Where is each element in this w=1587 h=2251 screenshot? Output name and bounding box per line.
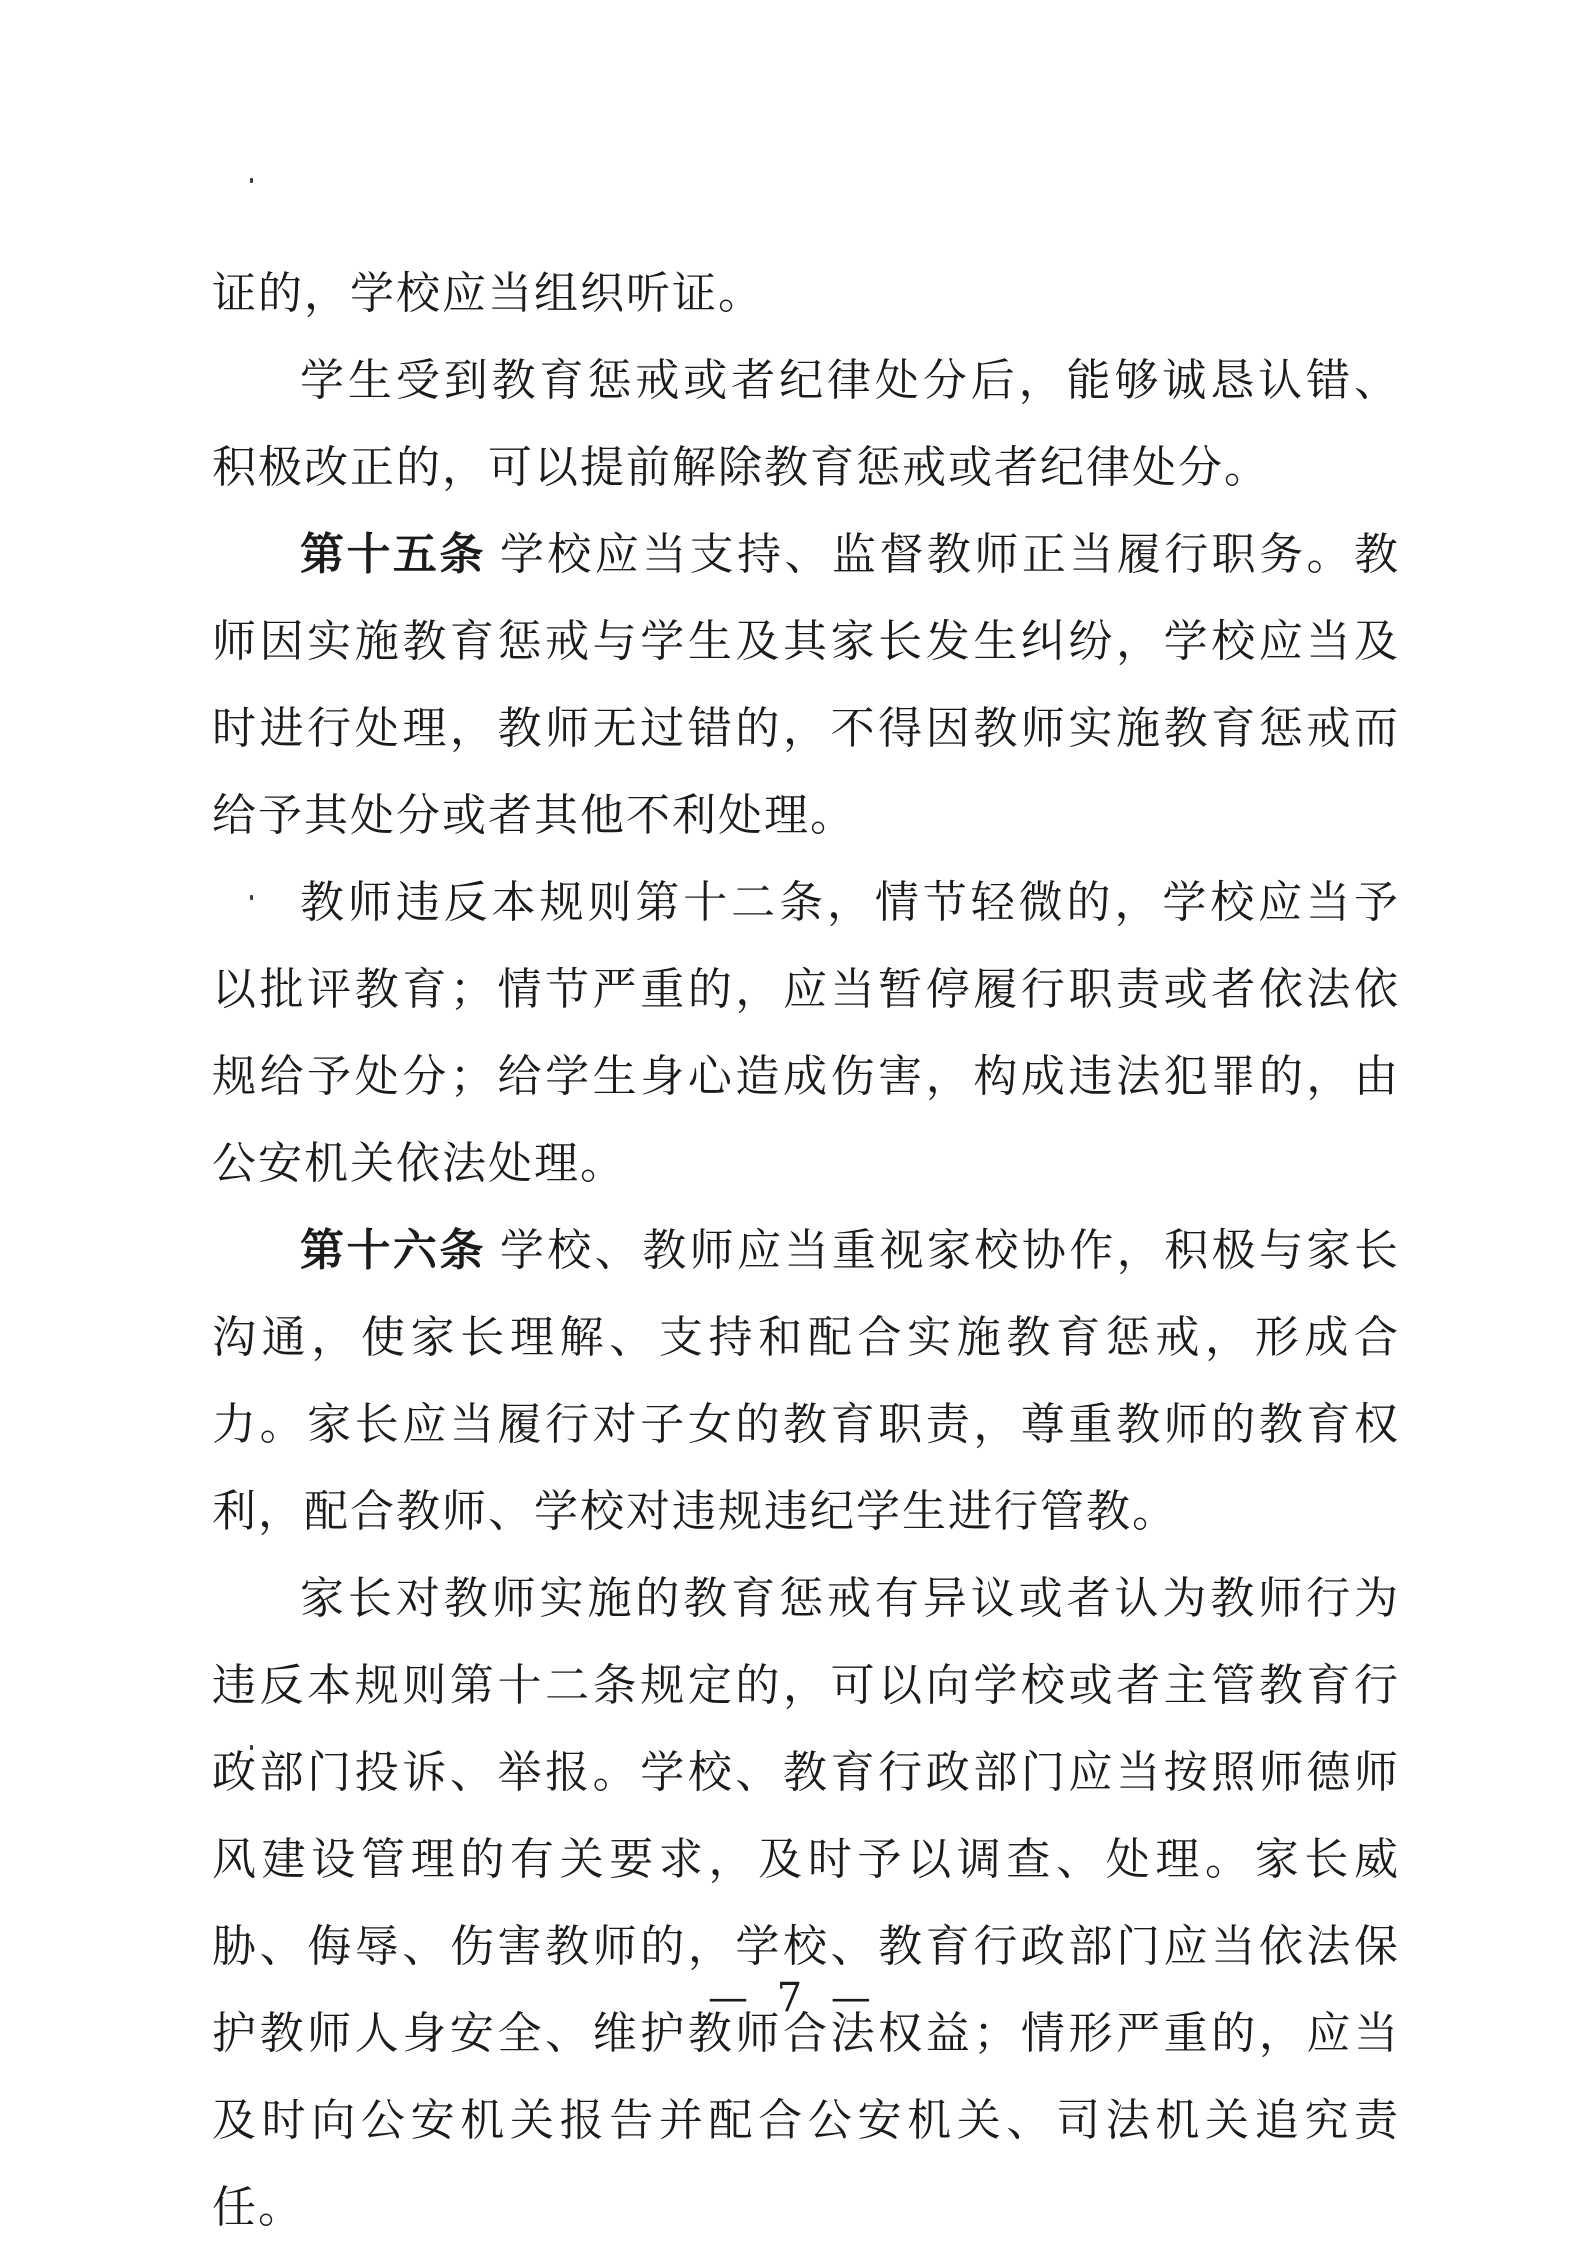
paragraph-2 [212, 337, 1400, 511]
paragraph-1 [212, 250, 1400, 337]
document-body [212, 250, 1400, 2251]
paragraph-text: 学校应当支持、监督教师正当履行职务。教师因实施教育惩戒与学生及其家长发生纠纷，学校应当及时进行处理，教师无过错的，不得因教师实施教育惩戒而给予其处分或者其他不利处理。 [212, 529, 1401, 841]
paragraph-text: 学生受到教育惩戒或者纪律处分后，能够诚恳认错、积极改正的，可以提前解除教育惩戒或者纪律处分。 [212, 355, 1400, 493]
paragraph-text: 证的，学校应当组织听证。 [212, 268, 764, 319]
page-number: — 7 — [708, 1975, 879, 2021]
paragraph-text: 学校、教师应当重视家校协作，积极与家长沟通，使家长理解、支持和配合实施教育惩戒，形成合力。家长应当履行对子女的教育职责，尊重教师的教育权利，配合教师、学校对违规违纪学生进行管教。 [212, 1225, 1401, 1537]
article-heading: 第十五条 [300, 529, 486, 580]
scan-speck [250, 178, 253, 183]
paragraph-4 [212, 859, 1400, 1207]
article-15 [212, 511, 1400, 859]
article-16 [212, 1207, 1400, 1555]
paragraph-6 [212, 1555, 1400, 2251]
article-heading: 第十六条 [300, 1225, 486, 1276]
paragraph-text: 教师违反本规则第十二条，情节轻微的，学校应当予以批评教育；情节严重的，应当暂停履行职责或者依法依规给予处分；给学生身心造成伤害，构成违法犯罪的，由公安机关依法处理。 [212, 877, 1400, 1189]
paragraph-text: 家长对教师实施的教育惩戒有异议或者认为教师行为违反本规则第十二条规定的，可以向学校或者主管教育行政部门投诉、举报。学校、教育行政部门应当按照师德师风建设管理的有关要求，及时予以调查、处理。家长威胁、侮辱、伤害教师的，学校、教育行政部门应当依法保护教师人身安全、维护教师合法权益；情形严重的，应当及时向公安机关报告并配合公安机关、司法机关追究责任。 [212, 1573, 1400, 2233]
